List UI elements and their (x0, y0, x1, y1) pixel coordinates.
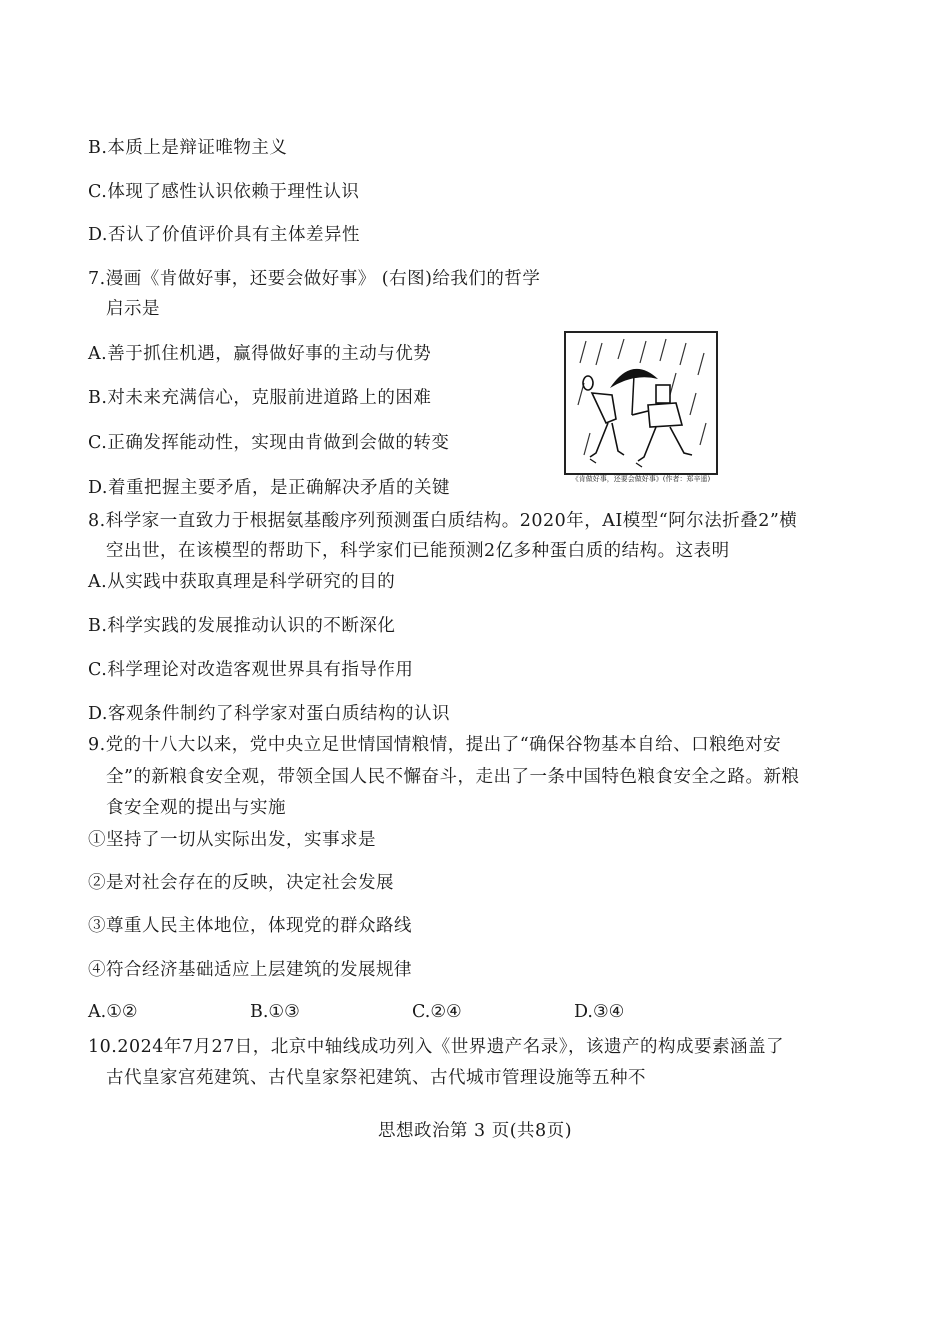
q9-choice-a: A.①② (88, 1002, 138, 1022)
q9-stem-line-1: 9.党的十八大以来，党中央立足世情国情粮情，提出了“确保谷物基本自给、口粮绝对安 (88, 735, 782, 755)
q6-option-c: C.体现了感性认识依赖于理性认识 (88, 182, 360, 202)
q9-item-3: ③尊重人民主体地位，体现党的群众路线 (88, 916, 412, 936)
q8-option-d: D.客观条件制约了科学家对蛋白质结构的认识 (88, 704, 450, 724)
q9-choice-d: D.③④ (574, 1002, 625, 1022)
q9-stem-line-3: 食安全观的提出与实施 (106, 798, 286, 818)
cartoon-illustration (566, 333, 716, 473)
q6-option-b: B.本质上是辩证唯物主义 (88, 138, 288, 158)
q8-stem-line-2: 空出世，在该模型的帮助下，科学家们已能预测2亿多种蛋白质的结构。这表明 (106, 541, 730, 561)
q10-stem-line-2: 古代皇家宫苑建筑、古代皇家祭祀建筑、古代城市管理设施等五种不 (106, 1068, 646, 1088)
q8-option-a: A.从实践中获取真理是科学研究的目的 (88, 572, 396, 592)
q7-option-d: D.着重把握主要矛盾，是正确解决矛盾的关键 (88, 478, 450, 498)
q9-choices (88, 1000, 808, 1024)
cartoon-caption: 《肯做好事，还要会做好事》(作者：郑辛遥) (571, 475, 711, 483)
q9-item-4: ④符合经济基础适应上层建筑的发展规律 (88, 960, 412, 980)
q8-stem-line-1: 8.科学家一直致力于根据氨基酸序列预测蛋白质结构。2020年，AI模型“阿尔法折叠2”横 (88, 511, 798, 531)
q8-option-c: C.科学理论对改造客观世界具有指导作用 (88, 660, 414, 680)
cartoon-frame (564, 331, 718, 475)
q7-option-b: B.对未来充满信心，克服前进道路上的困难 (88, 388, 432, 408)
q6-option-d: D.否认了价值评价具有主体差异性 (88, 225, 360, 245)
q7-option-a: A.善于抓住机遇，赢得做好事的主动与优势 (88, 344, 432, 364)
q7-stem-line-2: 启示是 (106, 299, 160, 319)
q10-stem-line-1: 10.2024年7月27日，北京中轴线成功列入《世界遗产名录》，该遗产的构成要素涵盖了 (88, 1037, 785, 1057)
q9-item-1: ①坚持了一切从实际出发，实事求是 (88, 830, 376, 850)
q9-item-2: ②是对社会存在的反映，决定社会发展 (88, 873, 394, 893)
q7-stem-line-1: 7.漫画《肯做好事，还要会做好事》 (右图)给我们的哲学 (88, 269, 541, 289)
q9-choice-b: B.①③ (250, 1002, 300, 1022)
q9-stem-line-2: 全”的新粮食安全观，带领全国人民不懈奋斗，走出了一条中国特色粮食安全之路。新粮 (106, 767, 800, 787)
q9-choice-c: C.②④ (412, 1002, 462, 1022)
page-footer: 思想政治第 3 页(共8页) (377, 1121, 573, 1141)
q7-cartoon (564, 331, 718, 488)
q7-option-c: C.正确发挥能动性，实现由肯做到会做的转变 (88, 433, 450, 453)
q8-option-b: B.科学实践的发展推动认识的不断深化 (88, 616, 396, 636)
